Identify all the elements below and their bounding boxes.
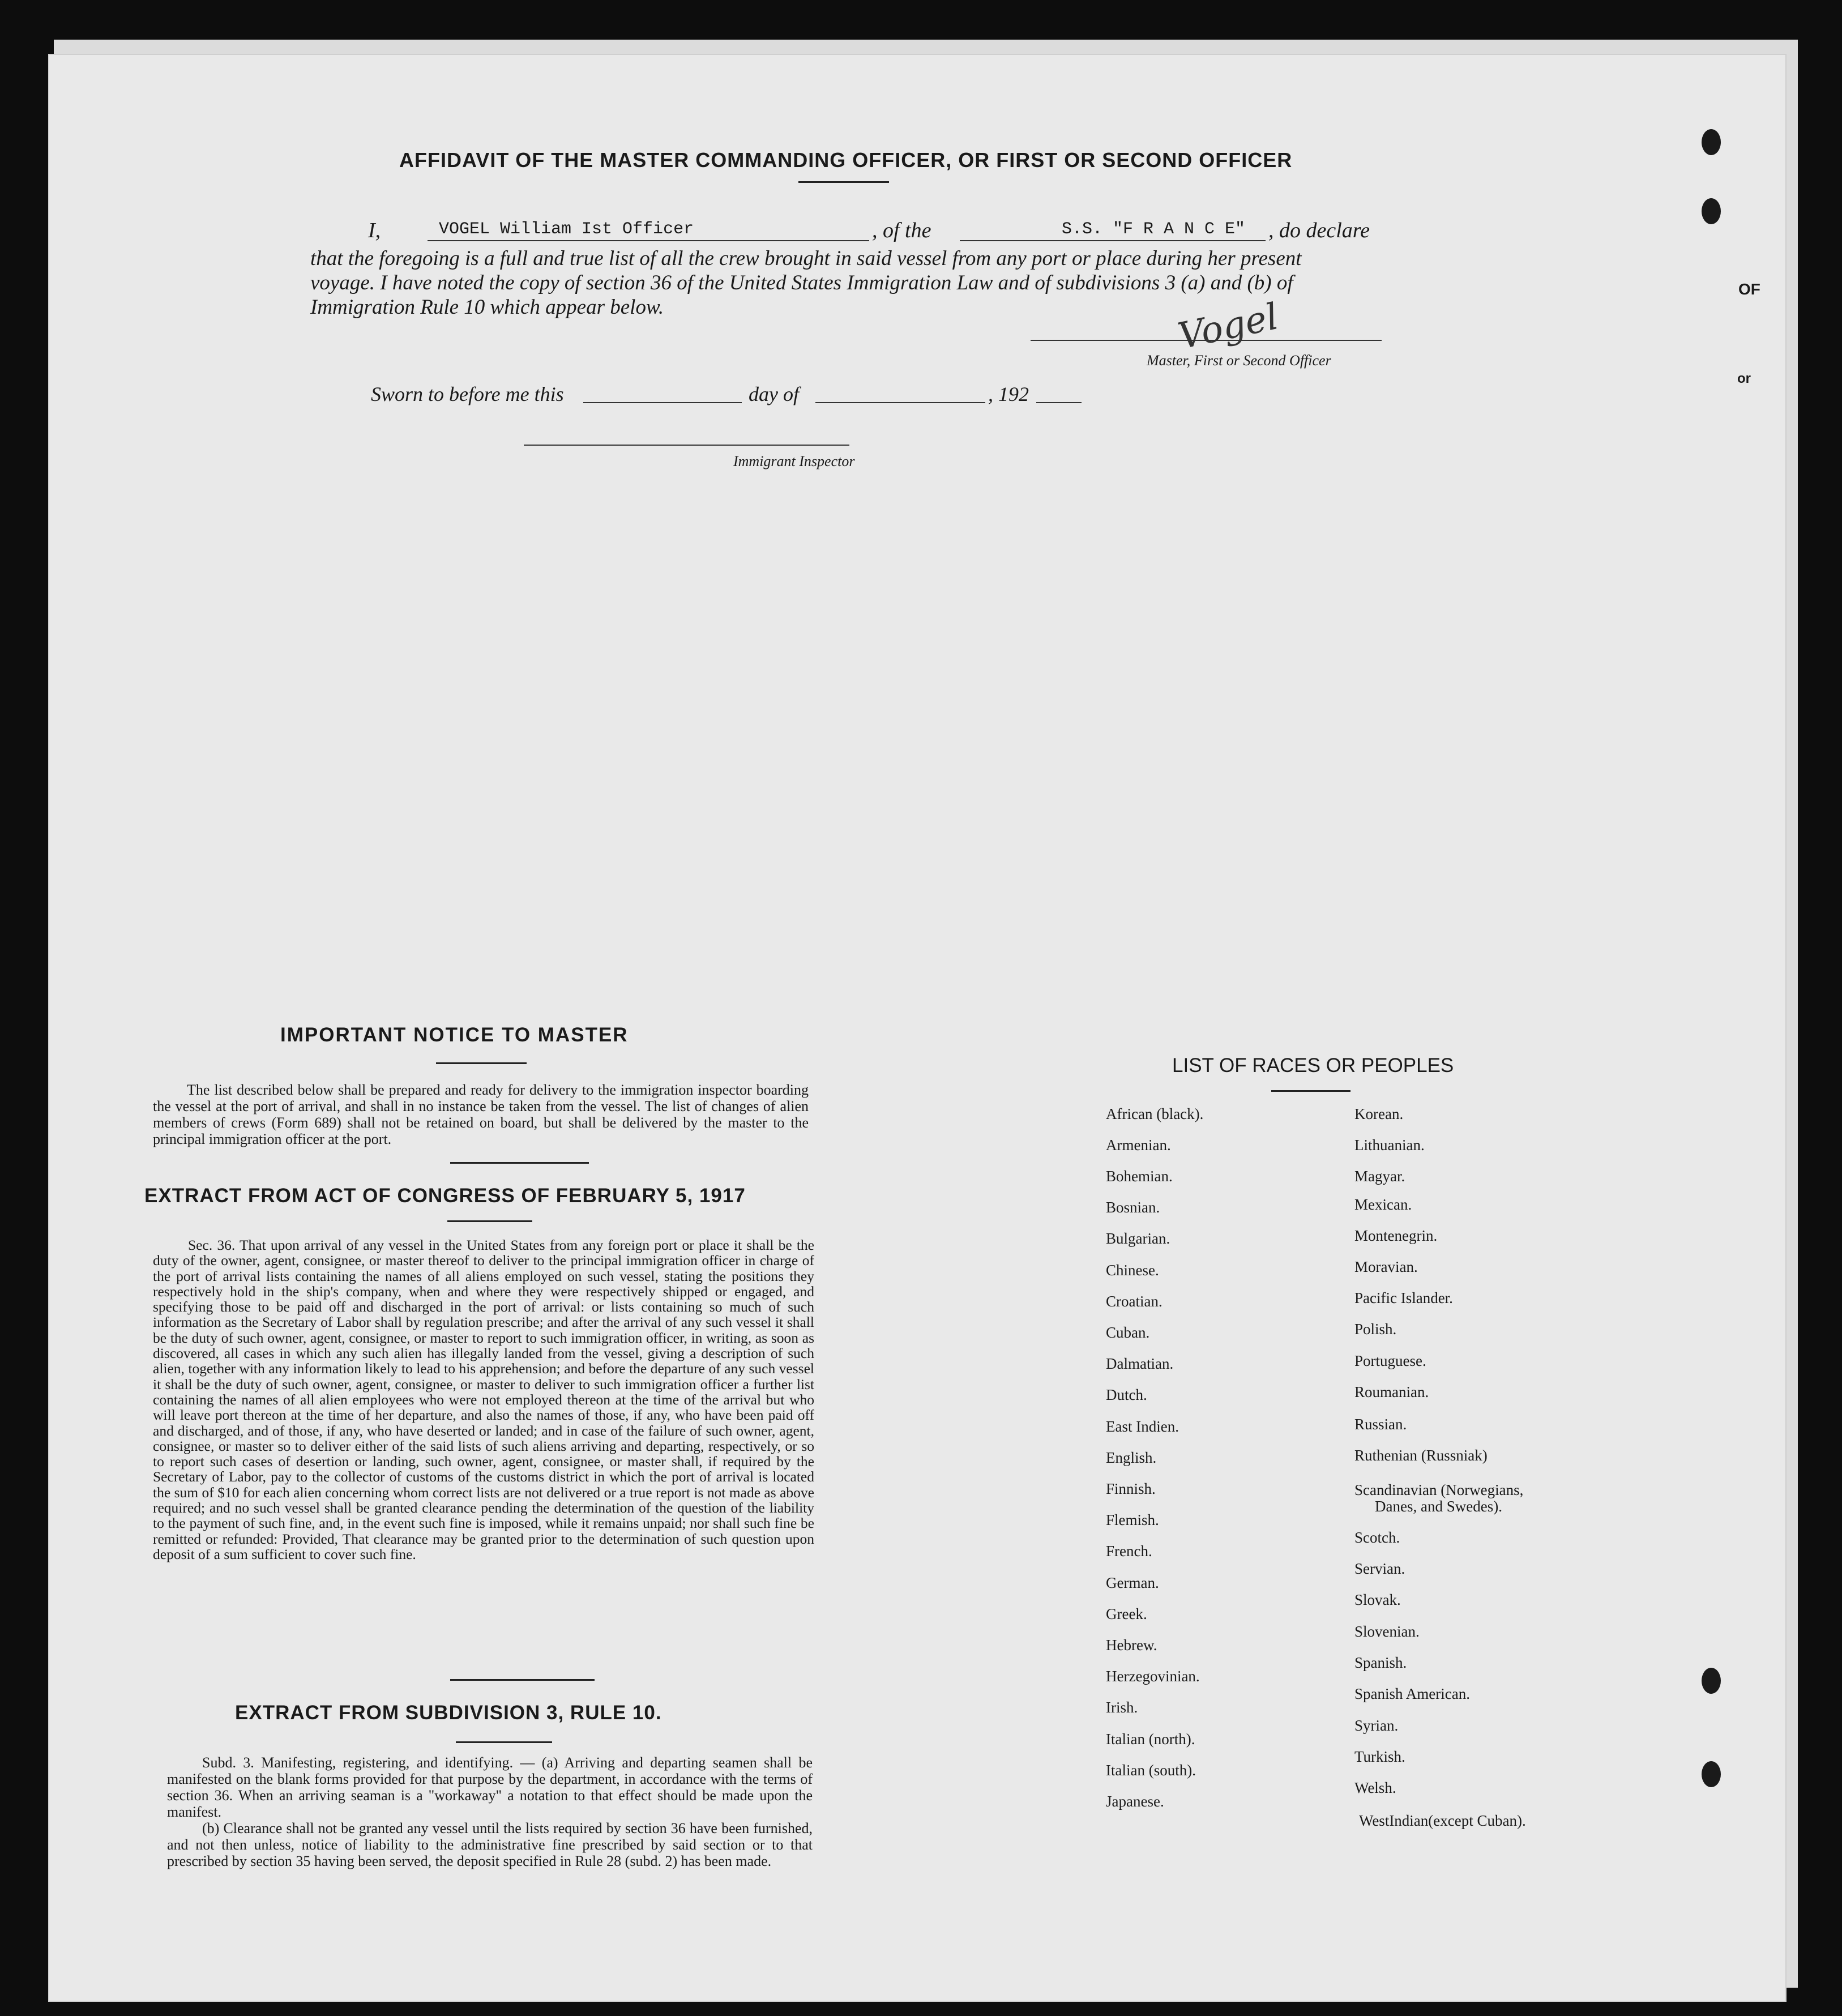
edge-mark-or: or <box>1737 371 1751 386</box>
of-the-text: , of the <box>872 219 931 242</box>
race-item: Montenegrin. <box>1354 1227 1438 1244</box>
day-of-text: day of <box>749 383 799 405</box>
signature-line <box>1031 340 1382 341</box>
race-item: Portuguese. <box>1354 1352 1426 1369</box>
race-item: Cuban. <box>1106 1324 1150 1341</box>
race-item: Syrian. <box>1354 1717 1399 1734</box>
race-item: Slovak. <box>1354 1591 1401 1608</box>
race-item: Mexican. <box>1354 1196 1412 1213</box>
race-item: Welsh. <box>1354 1779 1396 1796</box>
race-item: Danes, and Swedes). <box>1375 1498 1502 1515</box>
race-item: Russian. <box>1354 1416 1407 1433</box>
inspector-line <box>524 445 849 446</box>
year-line <box>1036 402 1082 403</box>
race-item: Italian (north). <box>1106 1731 1195 1748</box>
race-item: Dalmatian. <box>1106 1355 1174 1372</box>
officer-name-line <box>428 240 869 241</box>
act-divider <box>450 1679 595 1681</box>
race-item: Moravian. <box>1354 1258 1418 1275</box>
race-item: Bohemian. <box>1106 1168 1173 1185</box>
year-text: , 192 <box>988 383 1029 405</box>
race-item: Bulgarian. <box>1106 1230 1170 1247</box>
race-item: Croatian. <box>1106 1293 1163 1310</box>
race-item: Italian (south). <box>1106 1762 1196 1779</box>
race-item: Magyar. <box>1354 1168 1405 1185</box>
race-item: Scotch. <box>1354 1529 1400 1546</box>
notice-underline <box>436 1062 527 1064</box>
sworn-day-line <box>583 402 742 403</box>
edge-mark-of: OF <box>1738 280 1760 298</box>
race-item: Hebrew. <box>1106 1637 1157 1654</box>
race-item: English. <box>1106 1449 1157 1466</box>
race-item: Scandinavian (Norwegians, <box>1354 1481 1524 1498</box>
race-item: East Indien. <box>1106 1418 1179 1435</box>
vessel-name: S.S. "F R A N C E" <box>1062 220 1246 239</box>
race-item: Spanish American. <box>1354 1685 1470 1702</box>
race-item: WestIndian(except Cuban). <box>1359 1812 1526 1829</box>
act-title: EXTRACT FROM ACT OF CONGRESS OF FEBRUARY 5, 1917 <box>144 1185 746 1207</box>
race-item: Flemish. <box>1106 1511 1159 1528</box>
race-item: Armenian. <box>1106 1137 1171 1154</box>
race-item: African (black). <box>1106 1105 1204 1122</box>
rule-underline <box>456 1741 552 1743</box>
race-item: Chinese. <box>1106 1262 1159 1279</box>
race-item: Roumanian. <box>1354 1383 1429 1400</box>
rule-title: EXTRACT FROM SUBDIVISION 3, RULE 10. <box>235 1702 662 1724</box>
rule-text-a: Subd. 3. Manifesting, registering, and identifying. — (a) Arriving and departing seamen shall be manifested on the blank forms provided for that purpose by the department, in accordance with the terms of section 36. When an arriving seaman is a "workaway" a notation to that effect should be made upon the manifest. <box>167 1754 813 1820</box>
declare-text: , do declare <box>1268 219 1370 242</box>
race-item: Herzegovinian. <box>1106 1668 1200 1685</box>
month-line <box>815 402 985 403</box>
rule-text-b: (b) Clearance shall not be granted any vessel until the lists required by section 36 have been furnished, and not then unless, notice of liability to the administrative fine prescribed by said section or to that prescribed by section 35 having been served, the deposit specified in Rule 28 (subd. 2) has been made. <box>167 1820 813 1869</box>
officer-name: VOGEL William Ist Officer <box>439 220 694 239</box>
affidavit-body-line1: that the foregoing is a full and true list of all the crew brought in said vessel from any port or place during her present <box>310 247 1302 270</box>
race-item: Turkish. <box>1354 1748 1405 1765</box>
race-item: Finnish. <box>1106 1480 1156 1497</box>
race-item: Spanish. <box>1354 1654 1407 1671</box>
race-item: Ruthenian (Russniak) <box>1354 1447 1488 1464</box>
race-item: Japanese. <box>1106 1793 1164 1810</box>
signature-caption: Master, First or Second Officer <box>1147 352 1331 369</box>
notice-title: IMPORTANT NOTICE TO MASTER <box>280 1024 629 1046</box>
affidavit-title: AFFIDAVIT OF THE MASTER COMMANDING OFFICER, OR FIRST OR SECOND OFFICER <box>399 148 1293 172</box>
notice-divider <box>450 1162 589 1164</box>
race-item: Korean. <box>1354 1105 1404 1122</box>
race-item: Polish. <box>1354 1321 1397 1338</box>
race-item: French. <box>1106 1543 1152 1560</box>
race-item: Bosnian. <box>1106 1199 1160 1216</box>
affidavit-body-line2: voyage. I have noted the copy of section 36 of the United States Immigration Law and of subdivisions 3 (a) and (b) of <box>310 271 1293 294</box>
race-item: Slovenian. <box>1354 1623 1420 1640</box>
inspector-caption: Immigrant Inspector <box>733 453 855 469</box>
vessel-name-line <box>960 240 1266 241</box>
sworn-text: Sworn to before me this <box>371 383 564 405</box>
act-underline <box>447 1220 532 1222</box>
affidavit-body-line3: Immigration Rule 10 which appear below. <box>310 296 664 319</box>
officer-signature: Vogel <box>1174 296 1282 358</box>
races-underline <box>1271 1090 1350 1092</box>
races-title: LIST OF RACES OR PEOPLES <box>1172 1054 1454 1077</box>
race-item: Servian. <box>1354 1560 1405 1577</box>
affidavit-pronoun: I, <box>368 219 381 242</box>
race-item: German. <box>1106 1574 1159 1591</box>
race-item: Greek. <box>1106 1605 1147 1622</box>
race-item: Dutch. <box>1106 1386 1147 1403</box>
race-item: Lithuanian. <box>1354 1137 1425 1154</box>
race-item: Irish. <box>1106 1699 1138 1716</box>
notice-text: The list described below shall be prepared and ready for delivery to the immigration inspector boarding the vessel at the port of arrival, and shall in no instance be taken from the vessel. The list of changes of alien members of crews (Form 689) shall not be retained on board, but shall be delivered by the master to the principal immigration officer at the port. <box>153 1082 809 1147</box>
title-underline <box>798 181 889 183</box>
act-text: Sec. 36. That upon arrival of any vessel in the United States from any foreign port or place it shall be the duty of the owner, agent, consignee, or master thereof to deliver to the principal immigration officer in charge of the port of arrival lists containing the names of all aliens employed on such vessel, stating the positions they respectively hold in the ship's company, when and where they were respectively shipped or engaged, and specifying those to be paid off and discharged in the port of arrival: or lists containing so much of such information as the Secretary of Labor shall by regulation prescribe; and after the arrival of any such vessel it shall be the duty of such owner, agent, consignee, or master to report to such immigration officer, in writing, as soon as discovered, all cases in which any such alien has illegally landed from the vessel, giving a description of such alien, together with any information likely to lead to his apprehension; and before the departure of any such vessel it shall be the duty of such owner, agent, consignee, or master to deliver to such immigration officer a further list containing the names of all alien employees who were not employed thereon at the time of the arrival but who will leave port thereon at the time of her departure, and also the names of those, if any, who have been paid off and discharged, and of those, if any, who have deserted or landed; and in case of the failure of such owner, agent, consignee, or master so to deliver either of the said lists of such aliens arriving and departing, respectively, or so to report such cases of desertion or landing, such owner, agent, consignee, or master shall, if required by the Secretary of Labor, pay to the collector of customs of the customs district in which the port of arrival is located the sum of $10 for each alien concerning whom correct lists are not delivered or a true report is not made as above required; and no such vessel shall be granted clearance pending the determination of the question of the liability to the payment of such fine, and, in the event such fine is imposed, while it remains unpaid; nor shall such fine be remitted or refunded: Provided, That clearance may be granted prior to the determination of such question upon deposit of a sum sufficient to cover such fine. <box>153 1237 814 1562</box>
race-item: Pacific Islander. <box>1354 1289 1453 1306</box>
